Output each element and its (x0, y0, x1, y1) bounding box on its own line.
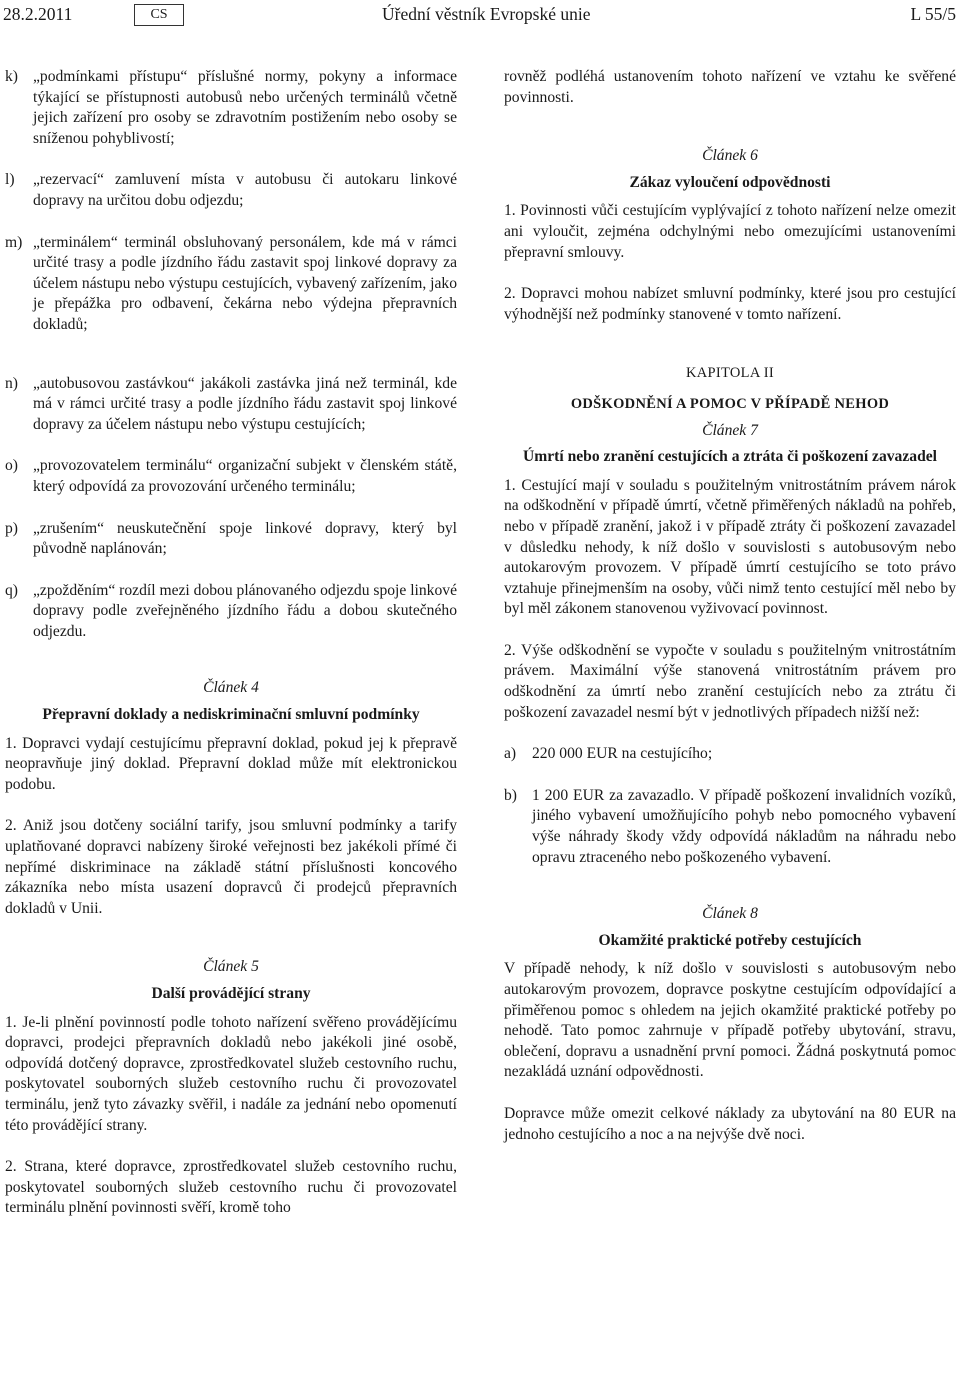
item-text: 1 200 EUR za zavazadlo. V případě poškození invalidních vozíků, jiného vybavení umožňujícího pohyb nebo pomocného vybavení výše náhrady škody vždy odpovídá nákladům na náhradu nebo opravu ztraceného nebo poškozeného vybavení. (532, 786, 956, 866)
definition-n (5, 374, 457, 436)
definition-l (5, 170, 457, 211)
article-7-paragraph-1: 1. Cestující mají v souladu s použitelným vnitrostátním právem nárok na odškodnění v případě úmrtí, včetně přiměřených nákladů na pohřeb, nebo v případě zranění, jakož i v případě ztráty či poškození zavazadel v důsledku nehody, k níž došlo v souvislosti s autobusovým nebo autokarovým provozem. V případě úmrtí cestujícího se toto právo vztahuje přinejmenším na osoby, vůči nimž tento cestující měl nebo by byl měl zákonem stanovenou vyživovací povinnost. (504, 476, 956, 618)
right-column (504, 67, 956, 1145)
language-badge: CS (134, 4, 184, 26)
article-4-label: Článek 4 (203, 679, 259, 697)
chapter-title: ODŠKODNĚNÍ A POMOC V PŘÍPADĚ NEHOD (570, 395, 890, 412)
item-label: m) (5, 233, 23, 251)
article-6-paragraph-1: 1. Povinnosti vůči cestujícím vyplývající z tohoto nařízení nelze omezit ani vyloučit, zejména odchylnými nebo omezujícími ustanoveními přepravní smlouvy. (504, 202, 956, 261)
article-4-paragraph-1: 1. Dopravci vydají cestujícímu přepravní doklad, pokud jej k přepravě neopravňuje jiný doklad. Přepravní doklad může mít elektronickou podobu. (5, 734, 457, 793)
item-text: „podmínkami přístupu“ příslušné normy, pokyny a informace týkající se přístupnosti autobusů nebo určených terminálů včetně jejich zařízení pro osoby se zdravotním postižením nebo osoby se sníženou pohyblivostí; (33, 68, 457, 147)
definition-k (5, 67, 457, 149)
item-text: „rezervací“ zamluvení místa v autobusu či autokaru linkové dopravy na určitou dobu odjezdu; (33, 171, 457, 209)
item-text: „provozovatelem terminálu“ organizační subjekt v členském státě, který odpovídá za provozování určeného terminálu; (33, 457, 457, 495)
limit-b (504, 786, 956, 868)
definition-p (5, 519, 457, 560)
definition-q (5, 581, 457, 643)
article-7-paragraph-2: 2. Výše odškodnění se vypočte v souladu s použitelným vnitrostátním právem. Maximální výše stanovená vnitrostátním právem pro odškodnění za úmrtí nebo zranění cestujících nebo za ztrátu či poškození zavazadel nesmí být v jednotlivých případech nižší než: (504, 641, 956, 721)
item-text: „zpožděním“ rozdíl mezi dobou plánovaného odjezdu spoje linkové dopravy podle zveřejněného jízdního řádu a dobou skutečného odjezdu. (33, 581, 457, 640)
page-number: L 55/5 (910, 4, 956, 24)
article-5-title: Další provádějící strany (151, 985, 311, 1002)
journal-title: Úřední věstník Evropské unie (382, 4, 591, 24)
article-4-title: Přepravní doklady a nediskriminační smluvní podmínky (42, 706, 420, 724)
left-column (5, 67, 457, 1219)
article-6-label: Článek 6 (702, 147, 758, 165)
publication-date: 28.2.2011 (3, 4, 73, 24)
article-5-paragraph-1: 1. Je-li plnění povinností podle tohoto nařízení svěřeno provádějícímu dopravci, prodejci přepravních dokladů nebo jakékoli jiné osobě, odpovídá dotčený dopravce, zprostředkovatel služeb cestovního ruchu, poskytovatel souborných služeb cestovního ruchu či provozovatel terminálu, jenž tyto závazky svěřil, i nadále za jednání nebo opomenutí této provádějící strany. (5, 1013, 457, 1134)
item-label: a) (504, 745, 517, 763)
article-8-paragraph-1: V případě nehody, k níž došlo v souvislosti s autobusovým nebo autokarovým provozem, dopravce poskytne cestujícím odpovídající a přiměřenou pomoc s ohledem na jejich okamžité praktické potřeby po nehodě. Tato pomoc zahrnuje v případě potřeby ubytování, stravu, oblečení, dopravu a usnadnění první pomoci. Žádná poskytnutá pomoc nezakládá uznání odpovědnosti. (504, 960, 956, 1081)
item-text: 220 000 EUR na cestujícího; (532, 745, 713, 763)
definition-m (5, 233, 457, 336)
article-8-label: Článek 8 (702, 905, 758, 923)
page-header (0, 4, 960, 30)
item-label: b) (504, 786, 517, 804)
continued-paragraph: rovněž podléhá ustanovením tohoto nařízení ve vztahu ke svěřené povinnosti. (504, 68, 956, 106)
definition-o (5, 456, 457, 497)
item-label: q) (5, 581, 18, 599)
article-7-title: Úmrtí nebo zranění cestujících a ztráta či poškození zavazadel (522, 448, 938, 466)
article-8-title: Okamžité praktické potřeby cestujících (598, 931, 862, 949)
item-label: l) (5, 171, 15, 189)
item-label: k) (5, 68, 18, 85)
chapter-label: KAPITOLA II (685, 365, 774, 382)
article-6-paragraph-2: 2. Dopravci mohou nabízet smluvní podmínky, které jsou pro cestující výhodnější než podmínky stanovené v tomto nařízení. (504, 285, 956, 323)
article-6-title: Zákaz vyloučení odpovědnosti (629, 173, 831, 191)
article-7-label: Článek 7 (702, 421, 758, 439)
item-label: n) (5, 374, 18, 392)
article-8-paragraph-2: Dopravce může omezit celkové náklady za ubytování na 80 EUR na jednoho cestujícího a noc a na nejvýše dvě noci. (504, 1104, 956, 1143)
article-5-paragraph-2: 2. Strana, které dopravce, zprostředkovatel služeb cestovního ruchu, poskytovatel souborných služeb cestovního ruchu či provozovatel terminálu plnění povinnosti svěří, kromě toho (5, 1158, 457, 1217)
item-label: p) (5, 519, 18, 537)
article-5-label: Článek 5 (203, 958, 259, 976)
item-label: o) (5, 457, 18, 475)
item-text: „terminálem“ terminál obsluhovaný personálem, kde má v rámci určité trasy a podle jízdního řádu zastavit spoj linkové dopravy za účelem nástupu nebo výstupu cestujících, vybavený zařízením, jako je přepážka pro odbavení, čekárna nebo výdejna přepravních dokladů; (33, 233, 457, 333)
limit-a (504, 744, 956, 765)
item-text: „autobusovou zastávkou“ jakákoli zastávka jiná než terminál, kde má v rámci určité trasy a podle jízdního řádu zastavit spoj linkové dopravy za účelem nástupu nebo výstupu cestujících; (33, 374, 457, 433)
article-4-paragraph-2: 2. Aniž jsou dotčeny sociální tarify, jsou smluvní podmínky a tarify uplatňované dopravci nabízeny široké veřejnosti bez jakékoli přímé či nepřímé diskriminace na základě státní příslušnosti koncového zákazníka nebo místa usazení dopravců či prodejců přepravních dokladů v Unii. (5, 817, 457, 917)
item-text: „zrušením“ neuskutečnění spoje linkové dopravy, který byl původně naplánován; (33, 519, 457, 558)
